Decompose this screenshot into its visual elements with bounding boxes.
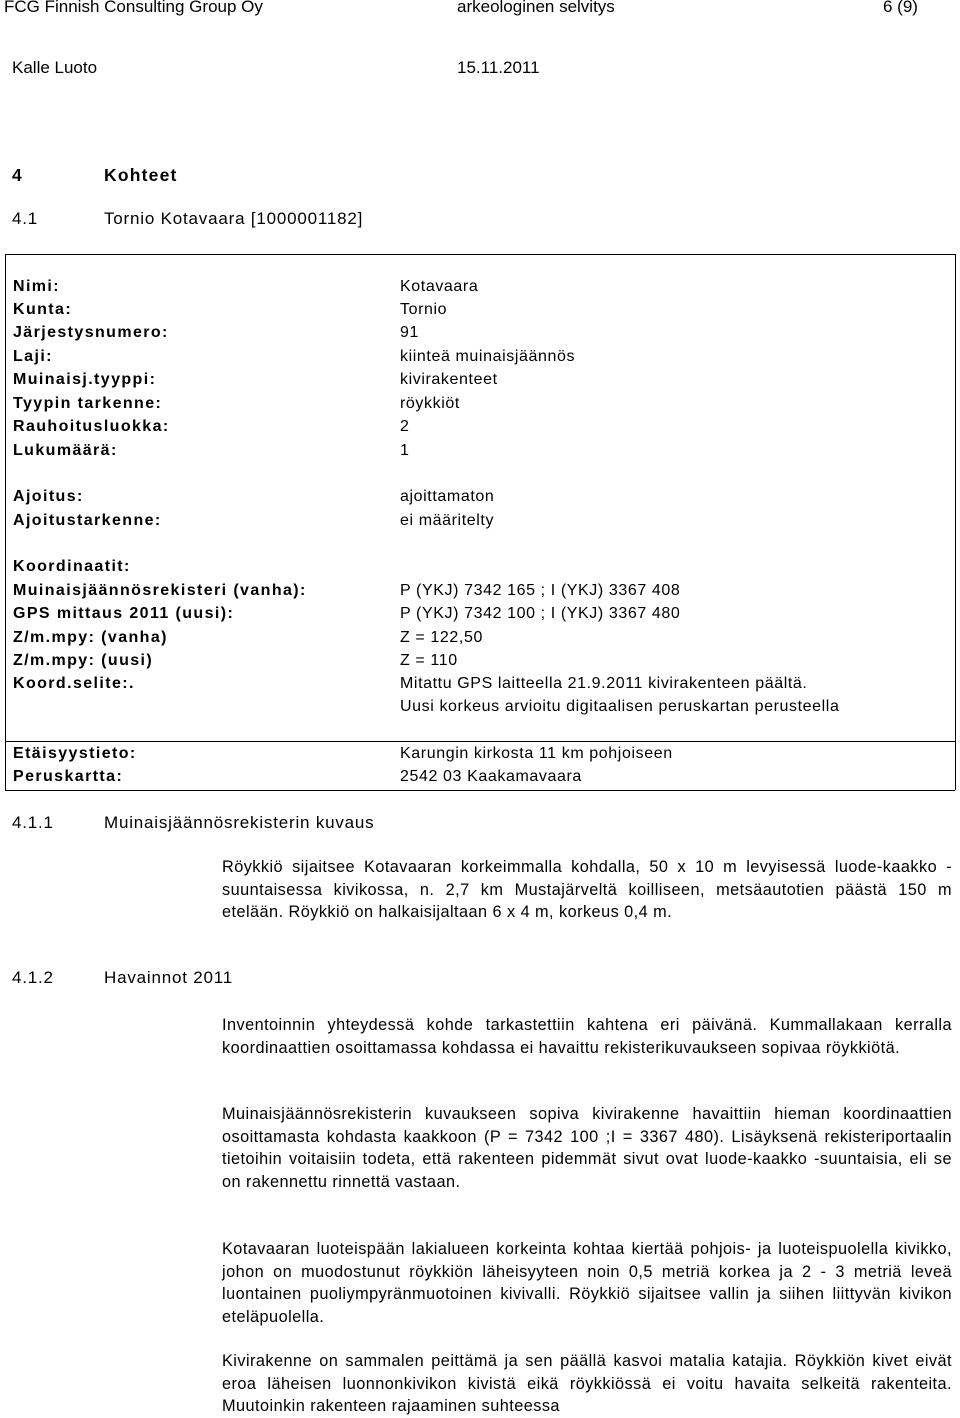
sub412-number: 4.1.2 — [12, 968, 54, 987]
value-gps: P (YKJ) 7342 100 ; I (YKJ) 3367 480 — [400, 605, 681, 622]
sub411-title: Muinaisjäännösrekisterin kuvaus — [104, 813, 375, 832]
sub412-paragraph-3: Kotavaaran luoteispään lakialueen korkeinta kohtaa kiertää pohjois- ja luoteispuolella kivikko, johon on muodostunut röykkiön läheisyyteen noin 0,5 metriä korkea ja 2 - 3 metriä leveä luontainen puoliympyränmuotoinen kivivalli. Röykkiö sijaitsee vallin ja siihen liittyvän kivikon eteläpuolella. — [222, 1240, 952, 1326]
label-kunta: Kunta: — [13, 301, 73, 318]
value-tyyppi: kivirakenteet — [400, 371, 498, 388]
label-tarkenne: Tyypin tarkenne: — [13, 395, 163, 412]
sub411-number: 4.1.1 — [12, 813, 54, 832]
label-rauhoitusluokka: Rauhoitusluokka: — [13, 418, 170, 435]
label-etaisyys: Etäisyystieto: — [13, 745, 137, 762]
label-nimi: Nimi: — [13, 278, 60, 295]
value-peruskartta: 2542 03 Kaakamavaara — [400, 768, 582, 785]
label-peruskartta: Peruskartta: — [13, 768, 124, 785]
label-laji: Laji: — [13, 348, 53, 365]
value-rekisteri: P (YKJ) 7342 165 ; I (YKJ) 3367 408 — [400, 582, 681, 599]
value-ajoitustarkenne: ei määritelty — [400, 512, 495, 529]
label-zm-vanha: Z/m.mpy: (vanha) — [13, 629, 168, 646]
header-company: FCG Finnish Consulting Group Oy — [4, 0, 263, 16]
value-tarkenne: röykkiöt — [400, 395, 460, 412]
sub411-paragraph: Röykkiö sijaitsee Kotavaaran korkeimmalla kohdalla, 50 x 10 m levyisessä luode-kaakko -suuntaisessa kivikossa, n. 2,7 km Mustajärveltä koilliseen, metsäautotien päästä 150 m etelään. Röykkiö on halkaisijaltaan 6 x 4 m, korkeus 0,4 m. — [222, 858, 952, 922]
value-ajoitus: ajoittamaton — [400, 488, 495, 505]
header-date: 15.11.2011 — [457, 58, 540, 77]
value-zm-uusi: Z = 110 — [400, 652, 458, 669]
subsection-number: 4.1 — [12, 209, 39, 228]
label-tyyppi: Muinaisj.tyyppi: — [13, 371, 157, 388]
value-etaisyys: Karungin kirkosta 11 km pohjoiseen — [400, 745, 673, 762]
header-page-number: 6 (9) — [883, 0, 918, 16]
label-ajoitustarkenne: Ajoitustarkenne: — [13, 512, 162, 529]
value-laji: kiinteä muinaisjäännös — [400, 348, 576, 365]
value-rauhoitusluokka: 2 — [400, 418, 410, 435]
header-author: Kalle Luoto — [12, 58, 98, 77]
value-koord-selite-1: Mitattu GPS laitteella 21.9.2011 kivirakenteen päältä. — [400, 675, 808, 692]
value-zm-vanha: Z = 122,50 — [400, 629, 483, 646]
label-rekisteri: Muinaisjäännösrekisteri (vanha): — [13, 582, 307, 599]
sub412-paragraph-1: Inventoinnin yhteydessä kohde tarkastettiin kahtena eri päivänä. Kummallakaan kerralla koordinaattien osoittamassa kohdassa ei havaittu rekisterikuvaukseen sopivaa röykkiötä. — [222, 1016, 952, 1057]
value-jarjestysnumero: 91 — [400, 324, 419, 341]
subsection-title: Tornio Kotavaara [1000001182] — [104, 209, 364, 228]
label-gps: GPS mittaus 2011 (uusi): — [13, 605, 235, 622]
label-lukumaara: Lukumäärä: — [13, 442, 118, 459]
value-kunta: Tornio — [400, 301, 448, 318]
section-number: 4 — [12, 165, 23, 185]
value-koord-selite-2: Uusi korkeus arvioitu digitaalisen peruskartan perusteella — [400, 698, 840, 715]
label-koordinaatit: Koordinaatit: — [13, 558, 131, 575]
value-nimi: Kotavaara — [400, 278, 479, 295]
sub412-paragraph-2: Muinaisjäännösrekisterin kuvaukseen sopiva kivirakenne havaittiin hieman koordinaattien osoittamasta kohdasta kaakkoon (P = 7342 100 ;I = 3367 480). Lisäyksenä rekisteriportaalin tietoihin voitaisiin todeta, että rakenteen pidemmät sivut ovat luode-kaakko -suuntaisia, eli se on rakennettu rinnettä vastaan. — [222, 1105, 952, 1191]
value-lukumaara: 1 — [400, 442, 410, 459]
label-zm-uusi: Z/m.mpy: (uusi) — [13, 652, 154, 669]
label-jarjestysnumero: Järjestysnumero: — [13, 324, 169, 341]
section-title: Kohteet — [104, 165, 178, 185]
sub412-paragraph-4: Kivirakenne on sammalen peittämä ja sen päällä kasvoi matalia katajia. Röykkiön kivet eivät eroa läheisen luonnonkivikon kivistä eikä röykkiössä ei voitu havaita selkeitä rakenteita. Muutoinkin rakenteen rajaaminen suhteessa — [222, 1352, 952, 1416]
header-doc-type: arkeologinen selvitys — [457, 0, 615, 16]
label-koord-selite: Koord.selite:. — [13, 675, 135, 692]
label-ajoitus: Ajoitus: — [13, 488, 84, 505]
sub412-title: Havainnot 2011 — [104, 968, 234, 987]
